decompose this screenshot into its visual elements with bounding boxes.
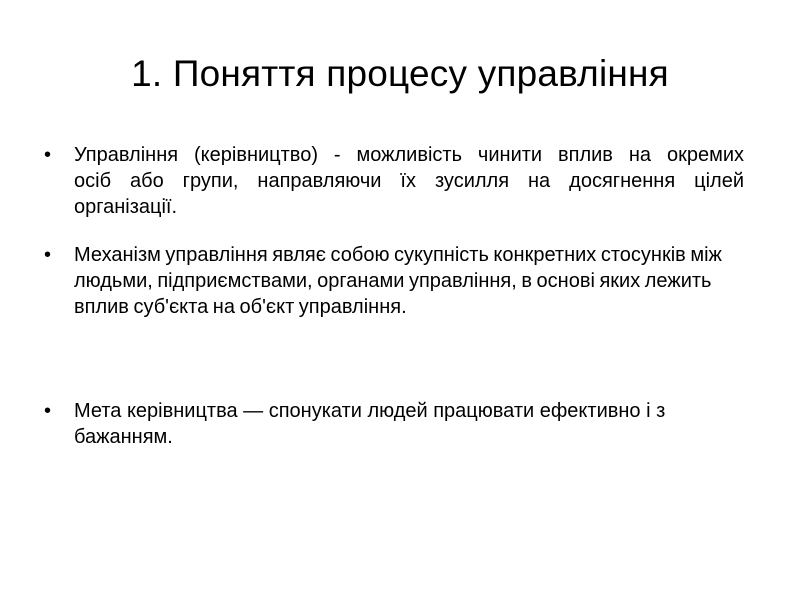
bullet-text: Механізм управління являє собою сукупність конкретних стосунків між людьми, підприємствами, органами управління, в основі яких лежить вплив суб'єкта на об'єкт управління. [74, 244, 722, 318]
bullet-text: Мета керівництва — спонукати людей працювати ефективно і з бажанням. [74, 400, 666, 448]
bullet-point-icon: • [44, 144, 52, 166]
bullet-point-icon: • [44, 400, 52, 422]
bullet-item [44, 142, 744, 242]
bullet-point-icon: • [44, 244, 52, 266]
bullet-item [44, 398, 744, 458]
bullet-list [44, 142, 744, 458]
slide-title: 1. Поняття процесу управління [131, 53, 669, 94]
bullet-text: Управління (керівництво) - можливість чинити вплив на окремих осіб або групи, направляючи їх зусилля на досягнення цілей організації. [74, 144, 744, 218]
bullet-item [44, 242, 744, 398]
